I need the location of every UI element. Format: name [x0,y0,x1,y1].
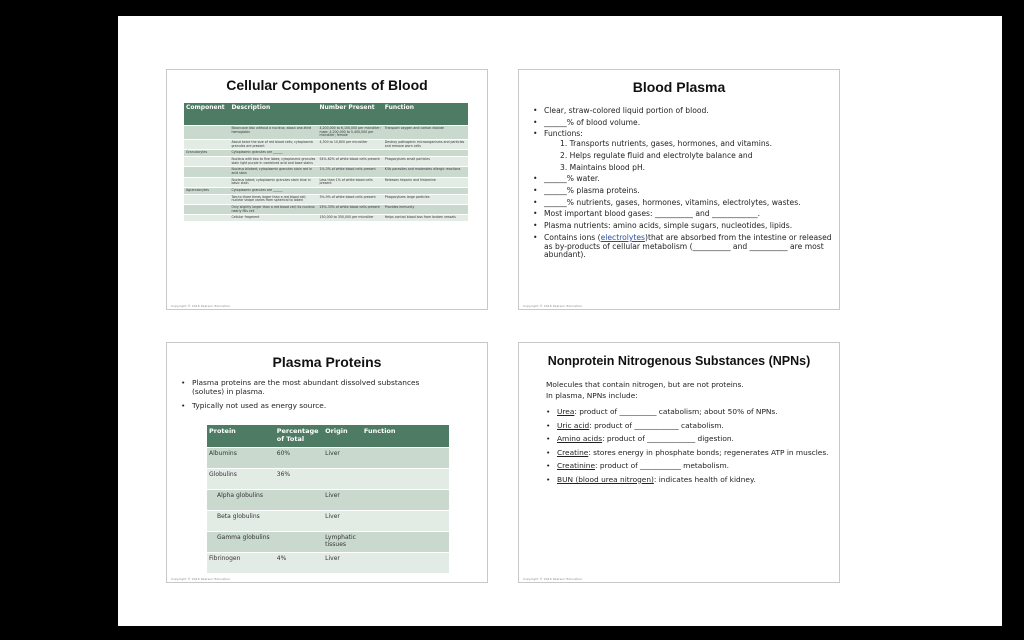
list-item: • ______% water. [533,175,833,184]
list-item: 2. Helps regulate fluid and electrolyte balance and [560,150,753,160]
list-item-text: Contains ions ( [544,232,601,242]
intro-text: Molecules that contain nitrogen, but are not proteins. [546,380,744,389]
slide-footer: Copyright © 2016 Pearson Education [523,304,583,308]
bun-link[interactable]: BUN (blood urea nitrogen) [557,474,654,484]
table-cell: Two to three times larger than a red blood cell; nuclear shape varies from spherical to lobed [229,194,317,204]
table-row [207,490,449,511]
table-row [207,469,449,490]
table-cell [362,511,449,532]
header-cell: Function [383,103,468,126]
table-cell: Less than 1% of white blood cells present [317,177,382,187]
creatine-link[interactable]: Creatine [557,447,589,457]
creatinine-link[interactable]: Creatinine [557,461,596,471]
list-item [546,422,831,431]
slide-footer: Copyright © 2016 Pearson Education [523,577,583,581]
table-cell: 1%-3% of white blood cells present [317,167,382,177]
list-item: 3. Maintains blood pH. [560,162,645,172]
table-cell: 54%-62% of white blood cells present [317,157,382,167]
table-cell [184,157,229,167]
table-cell: Gamma globulins [207,532,275,553]
table-cell [184,167,229,177]
header-cell: Origin [323,425,362,448]
table-cell: Destroy pathogenic microorganisms and particles and remove worn cells [383,140,468,150]
table-cell: About twice the size of red blood cells; cytoplasmic granules are present [229,140,317,150]
intro-text: In plasma, NPNs include: [546,390,638,400]
table-cell: Alpha globulins [207,490,275,511]
table-cell: Transport oxygen and carbon dioxide [383,126,468,140]
table-cell: Globulins [207,469,275,490]
list-item-text: : product of ___________ metabolism. [595,461,730,471]
list-item: 1. Transports nutrients, gases, hormones, and vitamins. [560,139,773,149]
list-item-text: : indicates health of kidney. [653,474,756,484]
table-cell: Agranulocytes [184,188,229,195]
list-item [533,234,833,260]
list-item-text: : product of ____________ catabolism. [589,420,724,430]
list-item: • Most important blood gases: __________ and ____________. [533,210,833,219]
table-cell: 36% [275,469,323,490]
table-cell: Lymphatic tissues [323,532,362,553]
table-header-row [207,425,449,448]
table-cell [383,150,468,157]
table-row [207,532,449,553]
list-item: • Typically not used as energy source. [181,402,441,411]
table-cell: Nucleus bilobed; cytoplasmic granules stain red in acid stain [229,167,317,177]
list-item-text: Functions: [544,129,583,139]
list-item [546,449,831,458]
uric-acid-link[interactable]: Uric acid [557,420,590,430]
list-item: • Clear, straw-colored liquid portion of blood. [533,107,833,116]
table-cell [362,553,449,574]
header-cell: Number Present [317,103,382,126]
table-cell [184,140,229,150]
functions-list [544,140,833,172]
table-cell: Albumins [207,448,275,469]
list-item [546,462,831,471]
table-row [184,126,468,140]
list-item: • ______% plasma proteins. [533,187,833,196]
slide-title: Cellular Components of Blood [226,77,428,93]
list-item: • Plasma nutrients: amino acids, simple sugars, nucleotides, lipids. [533,222,833,231]
table-row [207,448,449,469]
document-page [118,16,1002,626]
table-cell: Liver [323,511,362,532]
table-row [184,215,468,221]
table-cell: Releases heparin and histamine [383,177,468,187]
table-cell: Nucleus with two to five lobes; cytoplasmic granules stain light purple in combined acid and base stains [229,157,317,167]
table-row [207,511,449,532]
list-item: • ______% nutrients, gases, hormones, vitamins, electrolytes, wastes. [533,199,833,208]
table-cell: Liver [323,490,362,511]
table-cell [362,448,449,469]
table-cell [317,150,382,157]
table-header-row [184,103,468,126]
table-cell [317,188,382,195]
table-row [184,157,468,167]
table-cell [323,469,362,490]
table-cell: Granulocytes [184,150,229,157]
table-cell: Only slightly larger than a red blood cell; its nucleus nearly fills cell [229,205,317,215]
table-cell [383,188,468,195]
slide-blood-plasma [518,69,840,310]
npn-list [546,408,831,487]
table-cell [362,469,449,490]
header-cell: Function [362,425,449,448]
table-row [184,150,468,157]
slide-npns [518,342,840,583]
table-cell: Fibrinogen [207,553,275,574]
table-cell [275,532,323,553]
table-cell [275,511,323,532]
table-row [184,177,468,187]
slide-footer: Copyright © 2016 Pearson Education [171,577,231,581]
table-cell: Phagocytizes small particles [383,157,468,167]
table-cell: Nucleus lobed; cytoplasmic granules stain blue in basic stain [229,177,317,187]
slide-plasma-proteins [166,342,488,583]
table-cell [184,177,229,187]
table-cell: 4% [275,553,323,574]
header-cell: Protein [207,425,275,448]
header-cell: Percentage of Total [275,425,323,448]
table-cell: 60% [275,448,323,469]
header-cell: Description [229,103,317,126]
table-cell: Helps control blood loss from broken vessels [383,215,468,221]
table-cell: 4,200,000 to 6,100,000 per microliter; male: 4,200,000 to 5,400,000 per microliter; female [317,126,382,140]
table-cell [362,490,449,511]
table-cell: Beta globulins [207,511,275,532]
slide-title: Blood Plasma [632,79,726,95]
table-cell: Liver [323,553,362,574]
list-item: • ______% of blood volume. [533,119,833,128]
table-cell [184,205,229,215]
electrolytes-link[interactable]: electrolytes [600,232,646,242]
list-item [546,435,831,444]
components-table [184,103,468,221]
table-cell: Biconcave disc without a nucleus; about one-third hemoglobin [229,126,317,140]
table-cell: 150,000 to 350,000 per microliter [317,215,382,221]
table-cell: Cellular fragment [229,215,317,221]
plasma-proteins-table [207,425,449,573]
table-cell: Provides immunity [383,205,468,215]
slide-title: Plasma Proteins [272,354,382,370]
table-cell: 25%-33% of white blood cells present [317,205,382,215]
table-cell: Liver [323,448,362,469]
table-row [184,140,468,150]
table-row [184,188,468,195]
urea-link[interactable]: Urea [557,407,575,416]
bullet-list [181,379,441,414]
slide-cellular-components [166,69,488,310]
npn-intro [546,381,836,400]
header-cell: Component [184,103,229,126]
table-row [184,194,468,204]
list-item [546,408,831,417]
table-cell [184,194,229,204]
table-cell [184,126,229,140]
table-cell: Cytoplasmic granules are ______ [229,188,317,195]
table-cell: 3%-9% of white blood cells present [317,194,382,204]
table-row [207,553,449,574]
amino-acids-link[interactable]: Amino acids [557,434,603,444]
table-cell: Cytoplasmic granules are ______ [229,150,317,157]
bullet-list [533,107,833,263]
table-cell: Kills parasites and moderates allergic reactions [383,167,468,177]
list-item-text: )that are absorbed from the intestine or released as by-products of cellular metabolism (__________ and __________ are most abundant). [544,232,832,260]
slide-footer: Copyright © 2016 Pearson Education [171,304,231,308]
table-cell [275,490,323,511]
list-item: • Plasma proteins are the most abundant dissolved substances (solutes) in plasma. [181,379,441,396]
table-cell: Phagocytizes large particles [383,194,468,204]
list-item-text: : stores energy in phosphate bonds; regenerates ATP in muscles. [588,447,829,457]
list-item-text: : product of _____________ digestion. [602,434,734,444]
list-item-text: : product of __________ catabolism; about 50% of NPNs. [574,407,778,416]
list-item [533,130,833,172]
table-cell: 4,300 to 10,800 per microliter [317,140,382,150]
table-row [184,167,468,177]
table-row [184,205,468,215]
table-cell [184,215,229,221]
slide-title: Nonprotein Nitrogenous Substances (NPNs) [547,354,811,368]
list-item [546,476,831,485]
table-cell [362,532,449,553]
